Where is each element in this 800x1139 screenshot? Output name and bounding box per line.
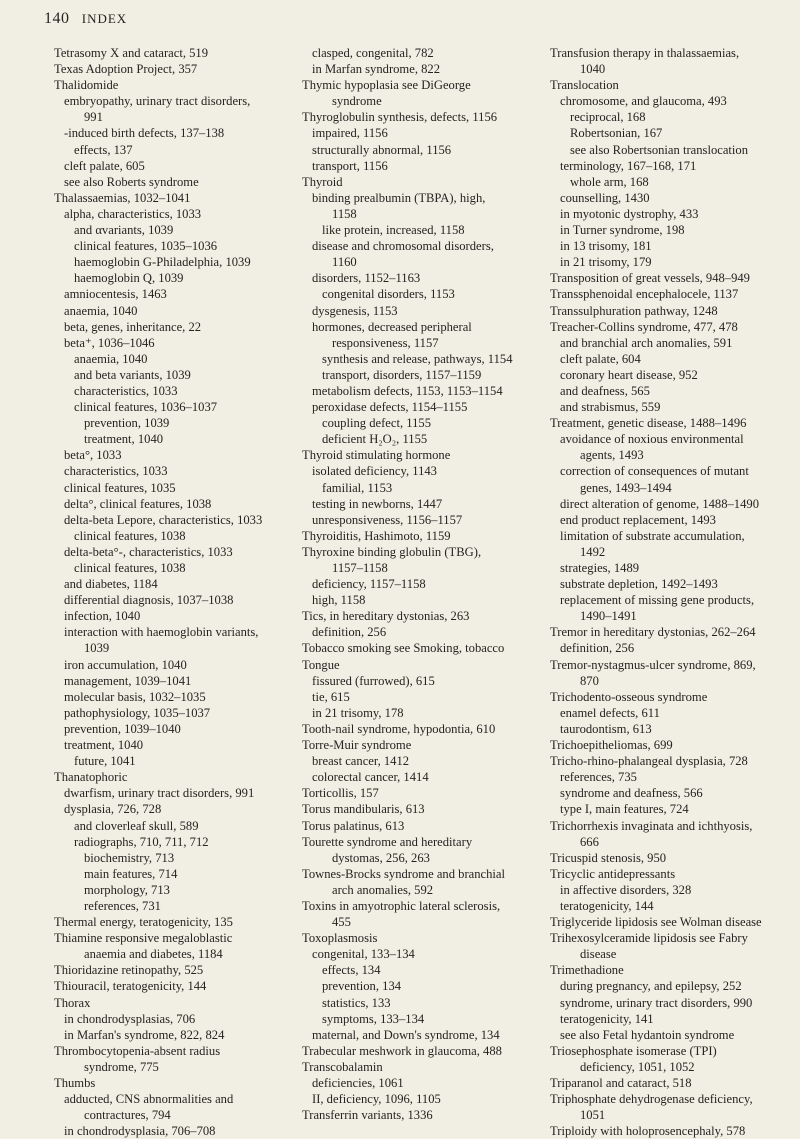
index-entry: characteristics, 1033 [74,383,178,398]
index-entry: Thyroglobulin synthesis, defects, 1156 [302,110,498,125]
index-entry: Torus palatinus, 613 [302,818,405,833]
index-entry: cleft palate, 604 [560,351,641,366]
index-entry: anaemia and diabetes, 1184 [84,947,223,962]
index-entry: dwarfism, urinary tract disorders, 991 [64,786,255,801]
index-entry: haemoglobin G-Philadelphia, 1039 [74,255,251,270]
index-entry: delta°, clinical features, 1038 [64,496,212,511]
index-entry: Thanatophoric [54,770,128,785]
index-entry: and strabismus, 559 [560,400,661,415]
index-entry: disease and chromosomal disorders, [312,239,494,254]
index-entry: isolated deficiency, 1143 [312,464,437,479]
index-entry: strategies, 1489 [560,561,640,575]
index-entry: cleft palate, 605 [64,158,145,173]
index-entry: substrate depletion, 1492–1493 [560,577,718,592]
index-entry: Triploidy with holoprosencephaly, 578 [550,1124,746,1139]
index-entry: and deafness, 565 [560,383,650,398]
index-entry: Robertsonian, 167 [570,126,663,141]
index-entry: direct alteration of genome, 1488–1490 [560,496,759,511]
index-column-3 [550,45,790,1139]
index-entry: limitation of substrate accumulation, [560,528,745,543]
index-entry: Triphosphate dehydrogenase deficiency, [550,1092,753,1107]
index-entry: 991 [84,110,103,125]
index-entry: Torticollis, 157 [302,786,379,801]
index-entry: Thorax [54,995,91,1010]
index-entry: Treacher-Collins syndrome, 477, 478 [550,319,738,334]
index-entry: effects, 137 [74,142,133,157]
index-entry: peroxidase defects, 1154–1155 [312,400,468,415]
index-entry: see also Robertsonian translocation [570,142,749,157]
index-entry: prevention, 1039 [84,416,170,431]
index-entry: symptoms, 133–134 [322,1011,425,1026]
index-entry: definition, 256 [560,641,635,656]
index-entry: deficient H₂O₂, 1155 [322,432,428,447]
index-entry: Translocation [550,78,619,93]
index-entry: testing in newborns, 1447 [312,496,443,511]
index-entry: reciprocal, 168 [570,110,646,125]
index-entry: 455 [332,915,351,930]
index-entry: future, 1041 [74,754,136,769]
index-entry: arch anomalies, 592 [332,882,434,897]
index-entry: in chondrodysplasia, 706–708 [64,1124,216,1139]
index-entry: Triosephosphate isomerase (TPI) [550,1043,717,1058]
index-entry: Townes-Brocks syndrome and branchial [302,866,506,881]
index-entry: in 13 trisomy, 181 [560,239,652,254]
index-entry: high, 1158 [312,593,366,608]
index-entry: Torre-Muir syndrome [302,738,412,753]
index-entry: Transposition of great vessels, 948–949 [550,271,750,286]
index-entry: metabolism defects, 1153, 1153–1154 [312,383,503,398]
index-entry: Transferrin variants, 1336 [302,1108,433,1123]
index-entry: dysgenesis, 1153 [312,303,398,318]
index-entry: Trimethadione [550,963,624,978]
index-entry: familial, 1153 [322,480,393,495]
index-entry: 1039 [84,641,110,656]
index-entry: -induced birth defects, 137–138 [64,126,225,141]
index-entry: infection, 1040 [64,609,141,624]
index-entry: haemoglobin Q, 1039 [74,271,184,286]
index-entry: Transsulphuration pathway, 1248 [550,303,718,318]
index-entry: beta⁺, 1036–1046 [64,335,155,350]
index-entry: in 21 trisomy, 179 [560,255,652,270]
index-entry: genes, 1493–1494 [580,480,672,495]
index-entry: Tobacco smoking see Smoking, tobacco [302,641,505,656]
index-entry: transport, 1156 [312,158,388,173]
index-entry: deficiencies, 1061 [312,1076,404,1090]
index-entry: Thiamine responsive megaloblastic [54,931,233,946]
index-entry: impaired, 1156 [312,126,388,141]
index-entry: dysplasia, 726, 728 [64,802,162,817]
page-number: 140 [44,10,70,27]
index-entry: whole arm, 168 [570,174,649,189]
index-entry: terminology, 167–168, 171 [560,158,697,173]
index-entry: teratogenicity, 141 [560,1011,654,1026]
index-entry: in Marfan syndrome, 822 [312,62,441,77]
index-entry: dystomas, 256, 263 [332,850,430,865]
index-entry: see also Fetal hydantoin syndrome [560,1027,735,1042]
index-entry: Trichorrhexis invaginata and ichthyosis, [550,818,753,833]
index-entry: responsiveness, 1157 [332,335,439,350]
index-entry: disorders, 1152–1163 [312,271,421,286]
index-entry: interaction with haemoglobin variants, [64,625,259,640]
index-entry: like protein, increased, 1158 [322,223,465,238]
index-entry: clinical features, 1038 [74,528,186,543]
index-entry: differential diagnosis, 1037–1038 [64,593,234,608]
index-entry: Triparanol and cataract, 518 [550,1076,692,1090]
index-column-2 [302,45,538,1123]
index-entry: Tremor in hereditary dystonias, 262–264 [550,625,756,640]
index-entry: deficiency, 1157–1158 [312,577,426,592]
index-entry: beta°, 1033 [64,448,122,463]
index-entry: hormones, decreased peripheral [312,319,472,334]
index-entry: embryopathy, urinary tract disorders, [64,94,251,109]
index-entry: molecular basis, 1032–1035 [64,689,206,704]
running-title: INDEX [81,11,128,26]
index-entry: type I, main features, 724 [560,802,689,817]
index-entry: syndrome [332,94,382,109]
index-entry: Trabecular meshwork in glaucoma, 488 [302,1043,502,1058]
index-entry: syndrome, 775 [84,1059,159,1074]
index-entry: Trichoepitheliomas, 699 [550,738,673,753]
index-entry: coronary heart disease, 952 [560,367,698,382]
index-entry: 1158 [332,206,357,221]
index-entry: pathophysiology, 1035–1037 [64,705,211,720]
index-entry: 666 [580,834,599,849]
index-entry: structurally abnormal, 1156 [312,142,452,157]
index-entry: clasped, congenital, 782 [312,46,434,60]
index-entry: Trichodento-osseous syndrome [550,689,708,704]
page-header [44,10,127,28]
index-entry: Treatment, genetic disease, 1488–1496 [550,416,747,431]
index-entry: congenital, 133–134 [312,947,415,962]
index-entry: in chondrodysplasias, 706 [64,1011,196,1026]
index-entry: and beta variants, 1039 [74,367,191,382]
index-entry: amniocentesis, 1463 [64,287,167,302]
index-entry: in myotonic dystrophy, 433 [560,206,699,221]
index-entry: Tremor-nystagmus-ulcer syndrome, 869, [550,657,756,672]
index-entry: anaemia, 1040 [64,303,138,318]
index-entry: iron accumulation, 1040 [64,657,187,672]
index-entry: management, 1039–1041 [64,673,192,688]
index-entry: Thymic hypoplasia see DiGeorge [302,78,471,93]
index-entry: Thioridazine retinopathy, 525 [54,963,204,978]
index-entry: Transcobalamin [302,1059,383,1074]
index-entry: adducted, CNS abnormalities and [64,1092,234,1107]
index-entry: maternal, and Down's syndrome, 134 [312,1027,500,1042]
index-entry: breast cancer, 1412 [312,754,410,769]
index-entry: 1040 [580,62,606,77]
index-entry: anaemia, 1040 [74,351,148,366]
index-entry: Transsphenoidal encephalocele, 1137 [550,287,739,302]
index-entry: delta-beta Lepore, characteristics, 1033 [64,512,263,527]
index-entry: and cloverleaf skull, 589 [74,818,199,833]
index-entry: treatment, 1040 [64,738,144,753]
index-entry: Thiouracil, teratogenicity, 144 [54,979,207,994]
index-entry: Trihexosylceramide lipidosis see Fabry [550,931,748,946]
index-entry: Transfusion therapy in thalassaemias, [550,46,740,60]
index-entry: Tetrasomy X and cataract, 519 [54,46,209,60]
index-entry: Tricyclic antidepressants [550,866,676,881]
index-entry: colorectal cancer, 1414 [312,770,429,785]
index-column-1 [54,45,282,1139]
index-entry: Toxoplasmosis [302,931,378,946]
index-entry: coupling defect, 1155 [322,416,431,431]
index-entry: chromosome, and glaucoma, 493 [560,94,727,109]
index-entry: Thalassaemias, 1032–1041 [54,190,191,205]
index-entry: agents, 1493 [580,448,644,463]
index-entry: replacement of missing gene products, [560,593,755,608]
index-entry: transport, disorders, 1157–1159 [322,367,482,382]
index-entry: syndrome, urinary tract disorders, 990 [560,995,753,1010]
index-entry: references, 731 [84,898,161,913]
index-entry: and branchial arch anomalies, 591 [560,335,733,350]
index-entry: see also Roberts syndrome [64,174,199,189]
index-entry: in Marfan's syndrome, 822, 824 [64,1027,225,1042]
index-entry: Tricuspid stenosis, 950 [550,850,667,865]
index-entry: counselling, 1430 [560,190,650,205]
index-entry: statistics, 133 [322,995,391,1010]
index-entry: prevention, 1039–1040 [64,721,181,736]
index-entry: radiographs, 710, 711, 712 [74,834,209,849]
index-entry: in affective disorders, 328 [560,882,692,897]
index-entry: contractures, 794 [84,1108,171,1123]
index-entry: clinical features, 1038 [74,561,186,575]
index-entry: synthesis and release, pathways, 1154 [322,351,513,366]
index-entry: Thrombocytopenia-absent radius [54,1043,221,1058]
index-entry: and αvariants, 1039 [74,223,174,238]
index-entry: Thermal energy, teratogenicity, 135 [54,915,233,930]
index-entry: 1157–1158 [332,561,388,575]
index-entry: in Turner syndrome, 198 [560,223,685,238]
index-entry: during pregnancy, and epilepsy, 252 [560,979,742,994]
index-entry: Tourette syndrome and hereditary [302,834,473,849]
index-entry: fissured (furrowed), 615 [312,673,435,688]
index-entry: Toxins in amyotrophic lateral sclerosis, [302,898,501,913]
index-entry: disease [580,947,617,962]
index-entry: Triglyceride lipidosis see Wolman disease [550,915,762,930]
index-entry: morphology, 713 [84,882,170,897]
index-entry: congenital disorders, 1153 [322,287,455,302]
index-entry: effects, 134 [322,963,381,978]
index-entry: unresponsiveness, 1156–1157 [312,512,463,527]
index-entry: Tongue [302,657,340,672]
index-entry: clinical features, 1035 [64,480,176,495]
index-entry: Tricho-rhino-phalangeal dysplasia, 728 [550,754,748,769]
index-entry: taurodontism, 613 [560,721,652,736]
index-entry: Thyroid [302,174,343,189]
index-entry: deficiency, 1051, 1052 [580,1059,695,1074]
index-entry: Thalidomide [54,78,119,93]
index-entry: 1492 [580,544,606,559]
index-entry: avoidance of noxious environmental [560,432,744,447]
index-entry: Tics, in hereditary dystonias, 263 [302,609,470,624]
index-entry: Torus mandibularis, 613 [302,802,425,817]
index-entry: Thyroxine binding globulin (TBG), [302,544,482,559]
index-entry: and diabetes, 1184 [64,577,158,592]
index-entry: correction of consequences of mutant [560,464,749,479]
index-entry: tie, 615 [312,689,350,704]
index-entry: syndrome and deafness, 566 [560,786,703,801]
index-entry: 1160 [332,255,357,270]
index-entry: clinical features, 1036–1037 [74,400,218,415]
index-entry: Texas Adoption Project, 357 [54,62,198,77]
index-entry: definition, 256 [312,625,387,640]
index-entry: characteristics, 1033 [64,464,168,479]
index-entry: alpha, characteristics, 1033 [64,206,202,221]
index-entry: beta, genes, inheritance, 22 [64,319,202,334]
index-entry: Tooth-nail syndrome, hypodontia, 610 [302,721,496,736]
index-entry: binding prealbumin (TBPA), high, [312,190,486,205]
index-entry: end product replacement, 1493 [560,512,716,527]
index-entry: main features, 714 [84,866,178,881]
index-entry: prevention, 134 [322,979,402,994]
index-entry: 870 [580,673,599,688]
index-entry: references, 735 [560,770,637,785]
index-entry: Thyroiditis, Hashimoto, 1159 [302,528,451,543]
index-entry: clinical features, 1035–1036 [74,239,218,254]
index-entry: teratogenicity, 144 [560,898,654,913]
index-entry: enamel defects, 611 [560,705,660,720]
index-entry: Thumbs [54,1076,96,1090]
index-entry: Thyroid stimulating hormone [302,448,451,463]
index-entry: 1490–1491 [580,609,637,624]
index-entry: delta-beta°-, characteristics, 1033 [64,544,233,559]
index-entry: treatment, 1040 [84,432,164,447]
index-entry: in 21 trisomy, 178 [312,705,404,720]
index-entry: II, deficiency, 1096, 1105 [312,1092,441,1107]
index-entry: biochemistry, 713 [84,850,175,865]
index-entry: 1051 [580,1108,606,1123]
